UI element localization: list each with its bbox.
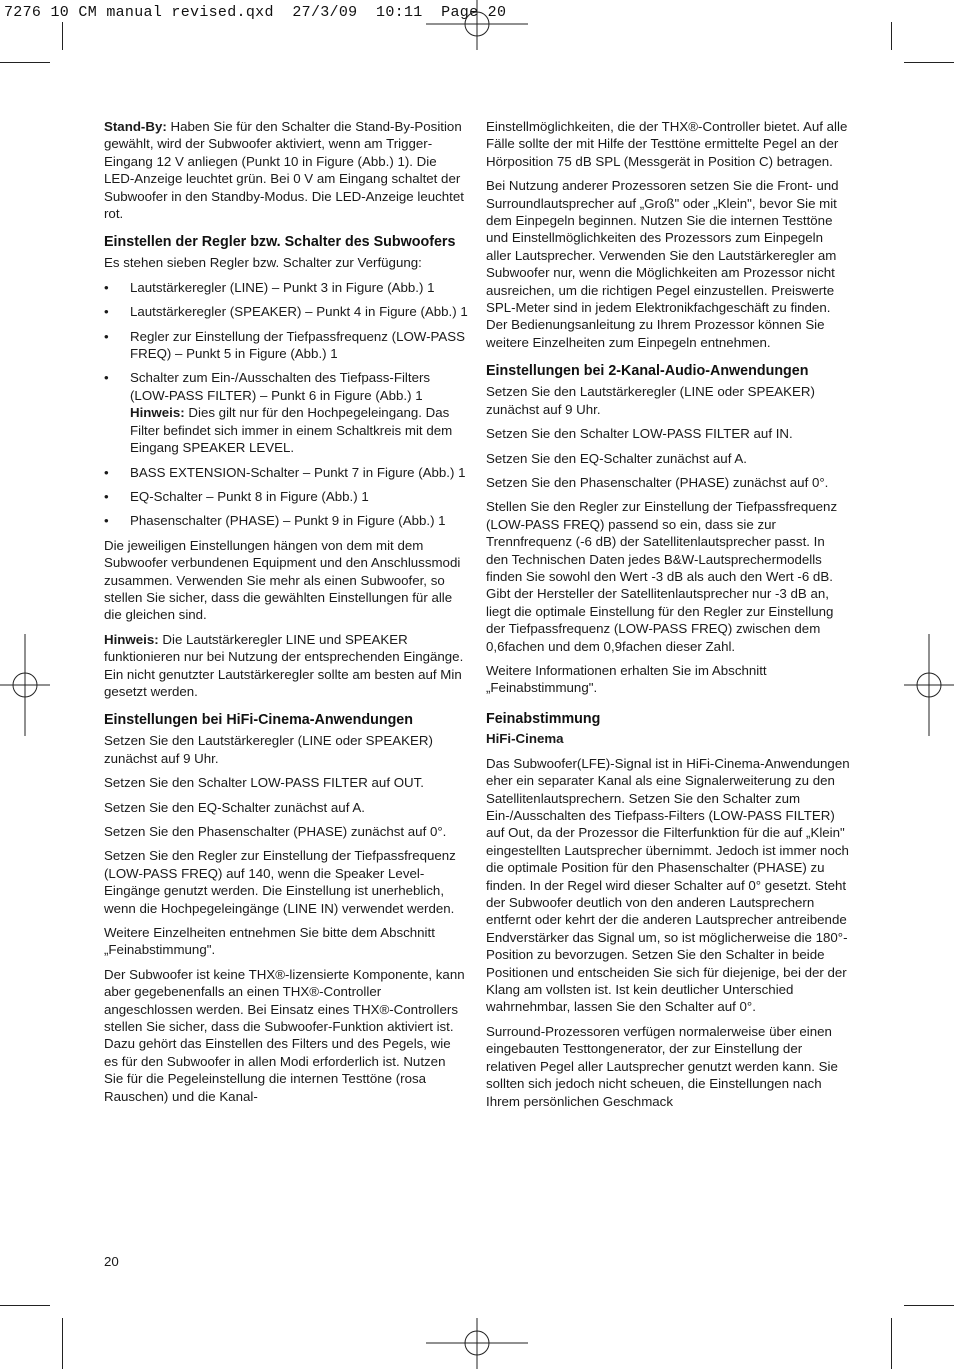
heading-regler: Einstellen der Regler bzw. Schalter des Subwoofers: [104, 234, 456, 251]
heading-feinabstimmung: Feinabstimmung: [486, 710, 601, 727]
heading-2-kanal: Einstellungen bei 2-Kanal-Audio-Anwendungen: [486, 363, 809, 380]
body-paragraph: Setzen Sie den Phasenschalter (PHASE) zunächst auf 0°.: [486, 474, 829, 490]
body-paragraph: Setzen Sie den EQ-Schalter zunächst auf A.: [104, 799, 365, 815]
list-item: • Phasenschalter (PHASE) – Punkt 9 in Figure (Abb.) 1: [104, 512, 468, 529]
list-item: • Regler zur Einstellung der Tiefpassfrequenz (LOW-PASS FREQ) – Punkt 5 in Figure (Abb.) 1: [104, 328, 468, 363]
body-paragraph: Setzen Sie den Lautstärkeregler (LINE oder SPEAKER) zunächst auf 9 Uhr.: [486, 384, 815, 417]
hinweis-text: Die Lautstärkeregler LINE und SPEAKER funktionieren nur bei Nutzung der entsprechenden Eingänge. Ein nicht genutzter Lautstärkeregler sollte am besten auf Min gesetzt werden.: [104, 631, 464, 699]
body-paragraph: Stellen Sie den Regler zur Einstellung der Tiefpassfrequenz (LOW-PASS FREQ) passend so ein, dass sie zur Trennfrequenz (-6 dB) der Satellitenlautsprecher passt. In den Technischen Daten jedes B&W-Lautsprechermodells finden Sie sowohl den Wert -3 dB als auch den Wert -6 dB. Gibt der Hersteller der Satellitenlautsprecher nur -3 dB an, liegt die optimale Einstellung für den Regler zur Einstellung der Tiefpassfrequenz (LOW-PASS FREQ) zwischen dem 0,6fachen und dem 0,9fachen dieser Zahl.: [486, 499, 838, 654]
body-paragraph: Bei Nutzung anderer Prozessoren setzen Sie die Front- und Surroundlautsprecher auf „Groß" oder „Klein", bevor Sie mit dem Einpegeln beginnen. Nutzen Sie die internen Testtöne und Einstellmöglichkeiten des Prozessors zum Einpegeln aller Lautsprecher. Verwenden Sie den Lautstärkeregler am Subwoofer nur, wenn die Möglichkeiten am Prozessor nicht ausreichen, um die richtigen Pegel einzustellen. Preiswerte SPL-Meter sind in jedem Elektronikfachgeschäft zu finden. Der Bedienungsanleitung zu Ihrem Prozessor können Sie weitere Einzelheiten zum Einpegeln entnehmen.: [486, 178, 839, 350]
list-item-text: Schalter zum Ein-/Ausschalten des Tiefpass-Filters (LOW-PASS FILTER) – Punkt 6 in Figure (Abb.) 1: [130, 370, 431, 403]
body-paragraph: Das Subwoofer(LFE)-Signal ist in HiFi-Cinema-Anwendungen eher ein separater Kanal als eine Signalerweiterung zu den Satellitenlautsprechern. Setzen Sie den Schalter zum Ein-/Ausschalten des Tiefpass-Filters (LOW-PASS FILTER) auf Out, da der Prozessor die Filterfunktion für die auf „Klein" eingestellten Lautsprecher übernimmt. Jedoch ist immer noch die optimale Position für den Phasenschalter (PHASE) zu finden. In der Regel wird dieser Schalter auf 0° gesetzt. Steht der Subwoofer deutlich von den anderen Lautsprechern entfernt oder kehrt der die anderen Lautsprecher antreibende Endverstärker das Signal um, so ist möglicherweise die 180°-Position zu bevorzugen. Setzen Sie den Schalter in beide Positionen und entscheiden Sie sich für diejenige, bei der der Klang am vollsten ist. Ist kein deutlicher Unterschied wahrnehmbar, lassen Sie den Schalter auf 0°.: [486, 755, 850, 1015]
body-paragraph: Setzen Sie den Lautstärkeregler (LINE oder SPEAKER) zunächst auf 9 Uhr.: [104, 733, 433, 766]
controls-list: [104, 279, 468, 530]
body-paragraph: Setzen Sie den Regler zur Einstellung der Tiefpassfrequenz (LOW-PASS FREQ) auf 140, wenn die Speaker Level-Eingänge genutzt werden. Die Einstellung ist unerheblich, wenn die Hochpegeleingänge (LINE IN) verwendet werden.: [104, 848, 456, 916]
registration-mark-right: [904, 634, 954, 736]
subheading-hifi-cinema: HiFi-Cinema: [486, 730, 564, 746]
list-item: • EQ-Schalter – Punkt 8 in Figure (Abb.) 1: [104, 488, 468, 505]
crop-mark: [62, 1318, 63, 1369]
print-slug: 7276 10 CM manual revised.qxd 27/3/09 10:11 Page 20: [4, 4, 507, 21]
right-column: [486, 118, 850, 1117]
crop-mark: [904, 62, 954, 63]
hinweis-paragraph: [104, 631, 468, 701]
list-item: • Lautstärkeregler (SPEAKER) – Punkt 4 in Figure (Abb.) 1: [104, 303, 468, 320]
page-number: 20: [104, 1254, 119, 1269]
list-item: [104, 369, 468, 456]
list-item: • BASS EXTENSION-Schalter – Punkt 7 in Figure (Abb.) 1: [104, 464, 468, 481]
registration-mark-bottom: [426, 1318, 528, 1369]
list-item: • Lautstärkeregler (LINE) – Punkt 3 in Figure (Abb.) 1: [104, 279, 468, 296]
hinweis-label: Hinweis:: [104, 631, 159, 647]
body-paragraph: Der Subwoofer ist keine THX®-lizensierte Komponente, kann aber gegebenenfalls an einen THX®-Controller angeschlossen werden. Bei Einsatz eines THX®-Controllers stellen Sie sicher, dass die Subwoofer-Funktion aktiviert ist. Dazu gehört das Einstellen des Filters und des Pegels, wie es für den Subwoofer in allen Modi erforderlich ist. Nutzen Sie für die Pegeleinstellung die internen Testtöne (rosa Rauschen) und die Kanal-: [104, 966, 465, 1104]
heading-hifi-cinema: Einstellungen bei HiFi-Cinema-Anwendungen: [104, 712, 413, 729]
registration-mark-top: [426, 0, 528, 50]
crop-mark: [904, 1305, 954, 1306]
body-paragraph: Setzen Sie den Phasenschalter (PHASE) zunächst auf 0°.: [104, 824, 447, 839]
note-text: Dies gilt nur für den Hochpegeleingang. Das Filter befindet sich immer in einem Schaltkreis mit dem Eingang SPEAKER LEVEL.: [130, 405, 453, 456]
standby-label: Stand-By:: [104, 119, 167, 134]
standby-text: Haben Sie für den Schalter die Stand-By-Position gewählt, wird der Subwoofer aktiviert, wenn am Trigger-Eingang 12 V anliegen (Punkt 10 in Figure (Abb.) 1). Die LED-Anzeige leuchtet grün. Bei 0 V am Eingang schaltet der Subwoofer in den Standby-Modus. Die LED-Anzeige leuchtet rot.: [104, 119, 464, 222]
crop-mark: [891, 22, 892, 50]
body-paragraph: Setzen Sie den Schalter LOW-PASS FILTER auf OUT.: [104, 775, 424, 791]
body-paragraph: Weitere Informationen erhalten Sie im Abschnitt „Feinabstimmung".: [486, 662, 767, 696]
regler-intro: Es stehen sieben Regler bzw. Schalter zur Verfügung:: [104, 255, 422, 271]
registration-mark-left: [0, 634, 50, 736]
left-column: [104, 118, 468, 1112]
body-paragraph: Surround-Prozessoren verfügen normalerweise über einen eingebauten Testtongenerator, der zur Einstellung der relativen Pegel aller Lautsprecher genutzt werden kann. Sie sollten sich jedoch nicht scheuen, die Einstellungen nach Ihrem persönlichen Geschmack: [486, 1023, 838, 1109]
crop-mark: [0, 1305, 50, 1306]
body-paragraph: Setzen Sie den EQ-Schalter zunächst auf A.: [486, 450, 747, 466]
standby-paragraph: [104, 118, 468, 222]
crop-mark: [62, 22, 63, 50]
body-paragraph: Weitere Einzelheiten entnehmen Sie bitte dem Abschnitt „Feinabstimmung".: [104, 925, 435, 958]
body-paragraph: Einstellmöglichkeiten, die der THX®-Controller bietet. Auf alle Fälle sollte der mit Hilfe der Testtöne ermittelte Pegel an der Hörposition 75 dB SPL (Messgerät in Position C) betragen.: [486, 119, 848, 169]
settings-paragraph: Die jeweiligen Einstellungen hängen von dem mit dem Subwoofer verbundenen Equipment und den Anschlussmodi zusammen. Verwenden Sie mehr als einen Subwoofer, so stellen Sie sicher, dass die gewählten Einstellungen für alle die gleichen sind.: [104, 537, 461, 623]
crop-mark: [0, 62, 50, 63]
body-paragraph: Setzen Sie den Schalter LOW-PASS FILTER auf IN.: [486, 426, 793, 442]
crop-mark: [891, 1318, 892, 1369]
note-label: Hinweis:: [130, 405, 185, 421]
